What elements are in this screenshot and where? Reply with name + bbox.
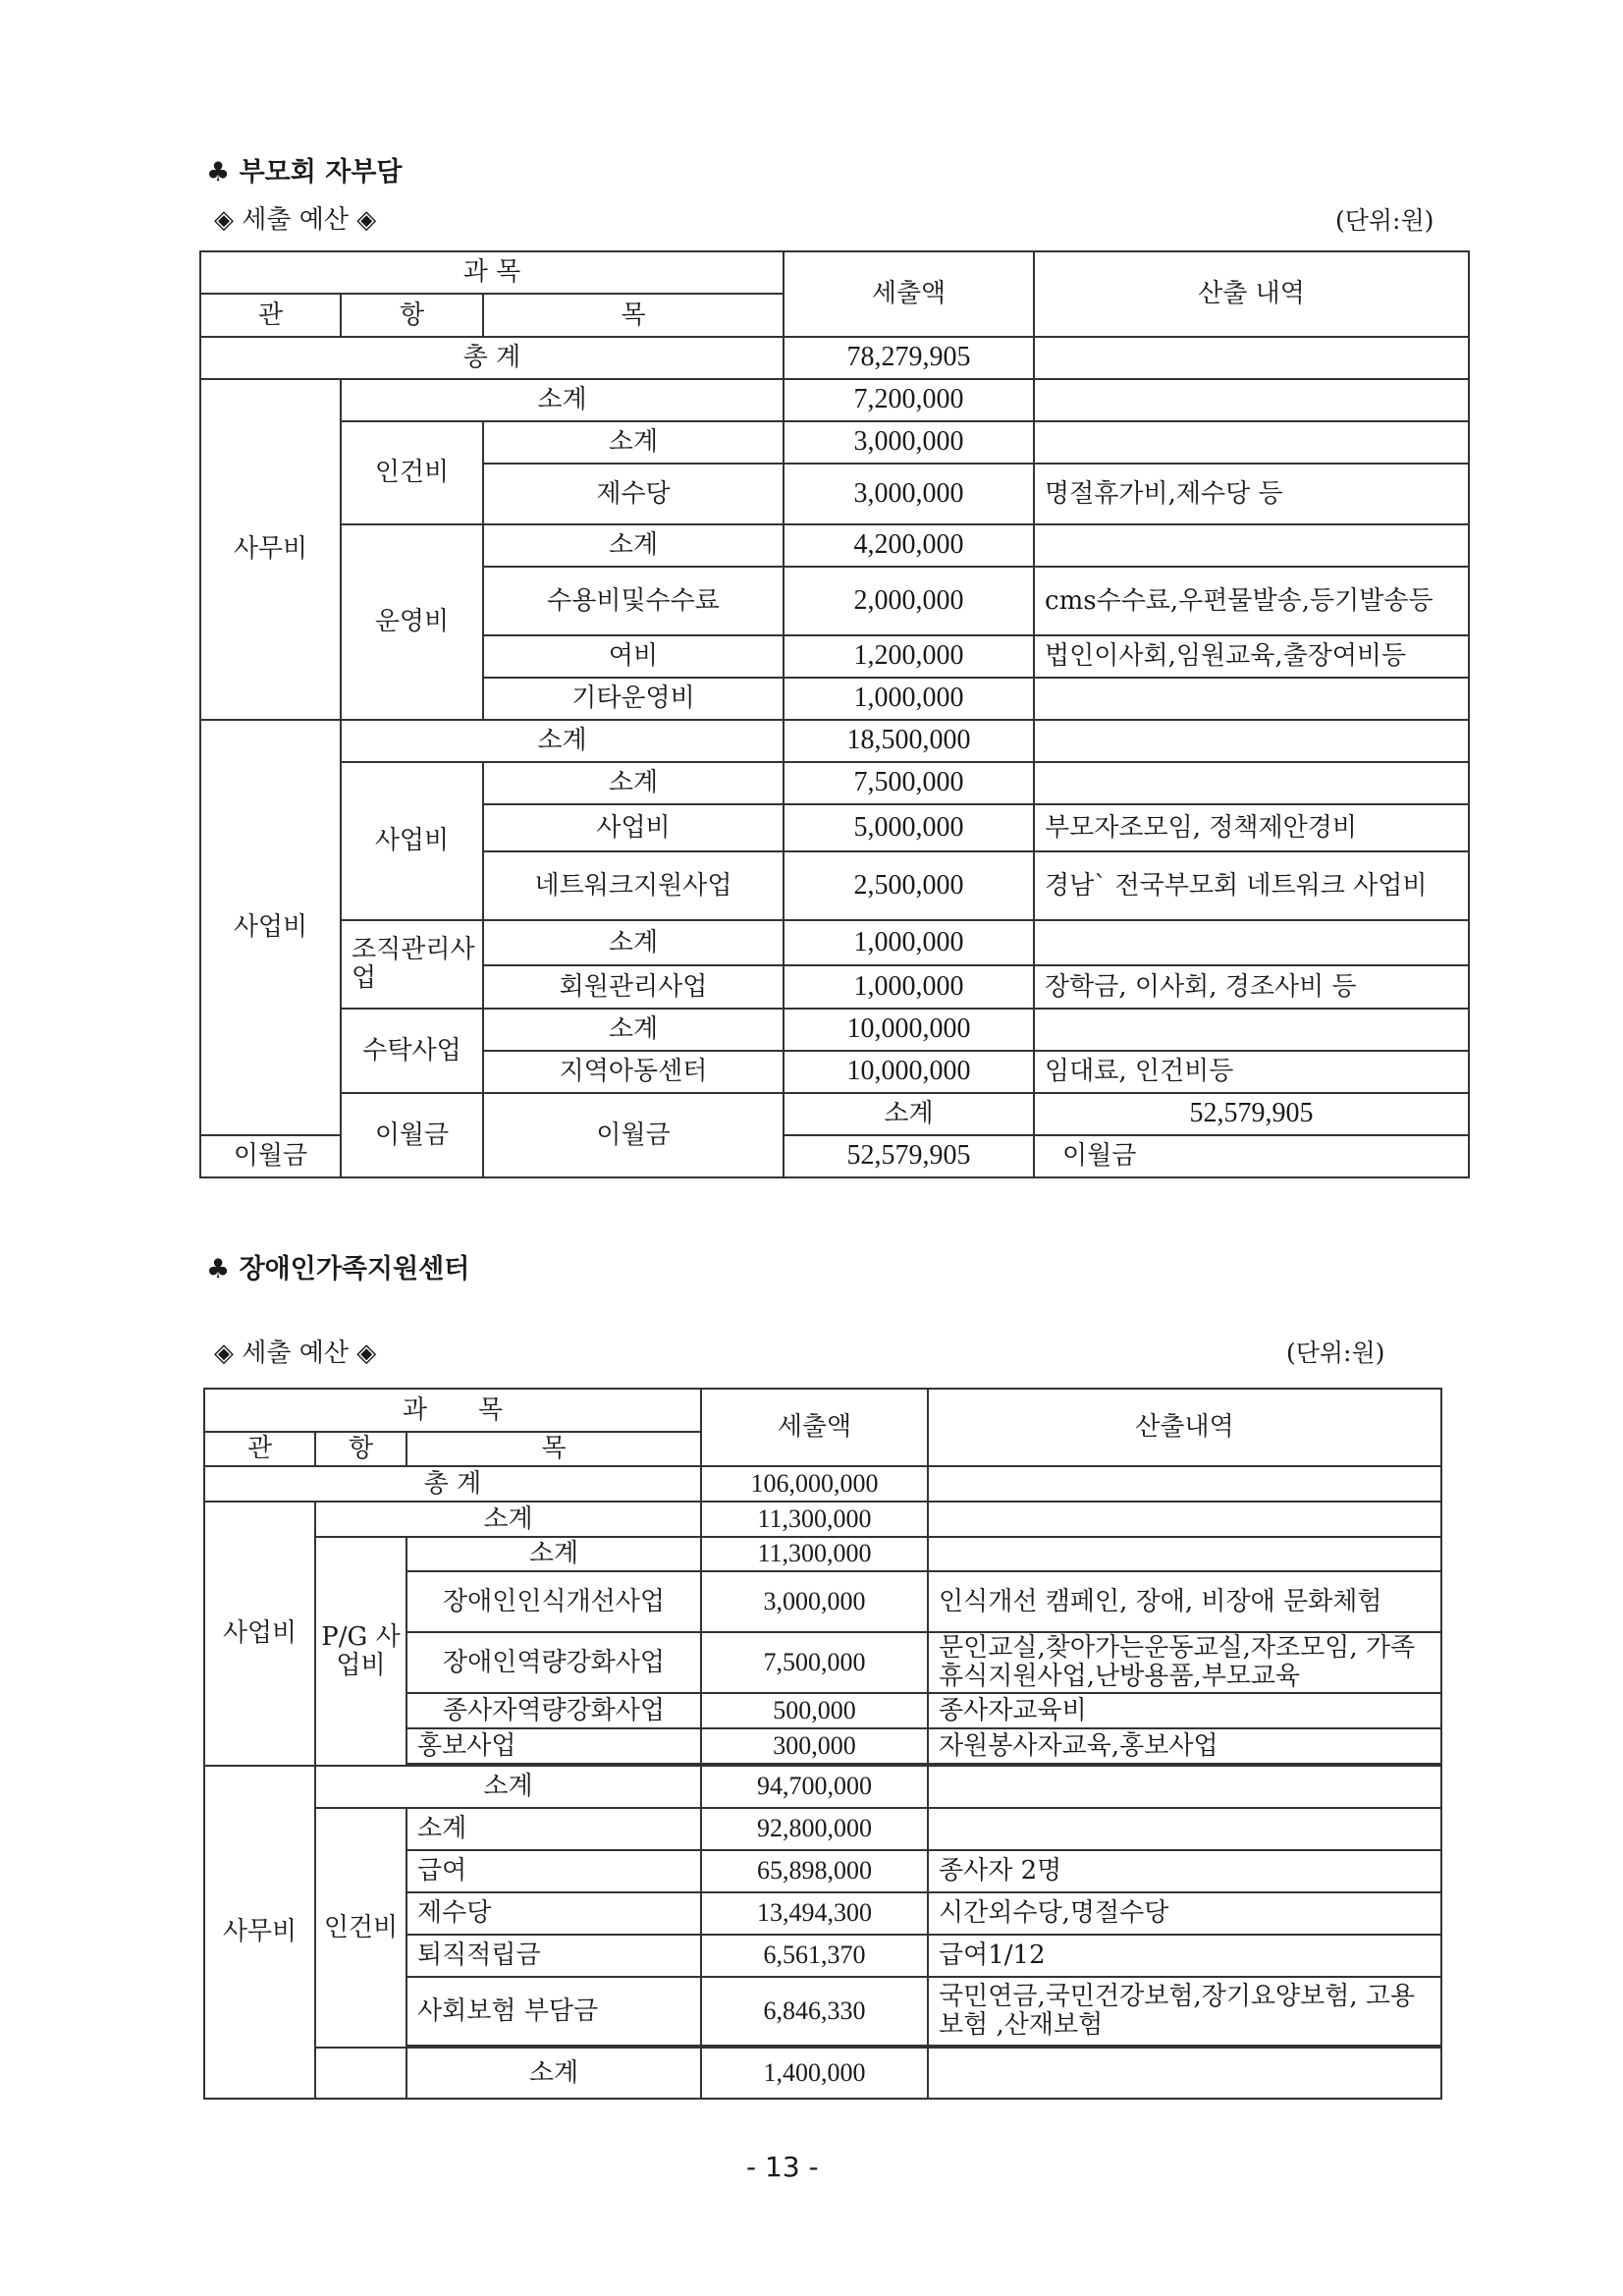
amount-cell: 7,500,000 (701, 1632, 928, 1693)
amount-cell: 7,500,000 (784, 762, 1034, 804)
mok-cell: 소계 (784, 1093, 1034, 1135)
amount-cell: 2,500,000 (784, 851, 1034, 920)
detail-cell: cms수수료,우편물발송,등기발송등 (1034, 567, 1469, 635)
detail-cell: 자원봉사자교육,홍보사업 (928, 1728, 1441, 1764)
amount-cell: 500,000 (701, 1693, 928, 1728)
mok-cell: 급여 (406, 1850, 701, 1892)
hang-cell: P/G 사업비 (315, 1537, 406, 1766)
amount-cell: 7,200,000 (784, 379, 1034, 421)
detail-cell: 급여1/12 (928, 1935, 1441, 1977)
table-row (200, 524, 1469, 567)
table-row (200, 920, 1469, 965)
subtotal-label: 소계 (315, 1766, 701, 1808)
gwan-cell: 사업비 (200, 720, 341, 1135)
section1-unit: (단위:원) (1335, 206, 1434, 235)
mok-cell: 소계 (483, 920, 784, 965)
table-row (200, 337, 1469, 379)
table-row (204, 1766, 1441, 1808)
header-gwamok: 과 목 (204, 1389, 701, 1432)
mok-cell: 소계 (406, 2048, 701, 2099)
table-row (204, 1808, 1441, 1850)
mok-cell: 제수당 (483, 464, 784, 524)
subtotal-label: 소계 (341, 379, 784, 421)
amount-cell: 3,000,000 (701, 1571, 928, 1632)
detail-cell: 종사자 2명 (928, 1850, 1441, 1892)
table-row (200, 1093, 1469, 1135)
amount-cell: 1,200,000 (784, 635, 1034, 678)
mok-cell: 기타운영비 (483, 678, 784, 720)
amount-cell: 1,000,000 (784, 678, 1034, 720)
subtotal-label: 소계 (315, 1502, 701, 1537)
detail-cell: 종사자교육비 (928, 1693, 1441, 1728)
amount-cell: 2,000,000 (784, 567, 1034, 635)
mok-cell: 종사자역량강화사업 (406, 1693, 701, 1728)
header-gwan: 관 (204, 1432, 315, 1466)
hang-cell: 운영비 (341, 524, 483, 720)
section1-subtitle: ◈ 세출 예산 ◈ (214, 205, 377, 235)
amount-cell: 1,400,000 (701, 2048, 928, 2099)
table-row (200, 1009, 1469, 1051)
amount-cell: 10,000,000 (784, 1051, 1034, 1093)
table-row (200, 379, 1469, 421)
total-label: 총 계 (204, 1466, 701, 1502)
amount-cell: 18,500,000 (784, 720, 1034, 762)
header-gwamok: 과 목 (200, 251, 784, 294)
mok-cell: 소계 (483, 421, 784, 464)
section2-subtitle: ◈ 세출 예산 ◈ (214, 1339, 377, 1368)
gwan-cell: 이월금 (341, 1093, 483, 1177)
amount-cell: 52,579,905 (784, 1135, 1034, 1177)
amount-cell: 11,300,000 (701, 1502, 928, 1537)
mok-cell: 수용비및수수료 (483, 567, 784, 635)
detail-cell: 인식개선 캠페인, 장애, 비장애 문화체험 (928, 1571, 1441, 1632)
detail-cell: 경남` 전국부모회 네트워크 사업비 (1034, 851, 1469, 920)
amount-cell: 1,000,000 (784, 965, 1034, 1009)
amount-cell: 11,300,000 (701, 1537, 928, 1571)
detail-cell: 장학금, 이사회, 경조사비 등 (1034, 965, 1469, 1009)
budget-table-1 (199, 250, 1470, 1178)
amount-cell: 6,561,370 (701, 1935, 928, 1977)
total-label: 총 계 (200, 337, 784, 379)
amount-cell: 5,000,000 (784, 804, 1034, 851)
mok-cell: 여비 (483, 635, 784, 678)
header-gwan: 관 (200, 294, 341, 337)
header-mok: 목 (406, 1432, 701, 1466)
table-row (204, 1502, 1441, 1537)
amount-cell: 4,200,000 (784, 524, 1034, 567)
mok-cell: 소계 (483, 524, 784, 567)
amount-cell: 13,494,300 (701, 1892, 928, 1935)
section2-unit: (단위:원) (1286, 1339, 1385, 1367)
header-hang: 항 (341, 294, 483, 337)
page-number: - 13 - (746, 2151, 819, 2183)
header-mok: 목 (483, 294, 784, 337)
hang-cell: 인건비 (341, 421, 483, 524)
mok-cell: 제수당 (406, 1892, 701, 1935)
amount-cell: 1,000,000 (784, 920, 1034, 965)
amount-cell: 94,700,000 (701, 1766, 928, 1808)
mok-cell: 이월금 (200, 1135, 341, 1177)
gwan-cell: 사무비 (200, 379, 341, 720)
hang-cell: 사업비 (341, 762, 483, 920)
gwan-cell: 사무비 (204, 1766, 315, 2099)
section2-title: ♣ 장애인가족지원센터 (206, 1254, 470, 1285)
amount-cell: 52,579,905 (1034, 1093, 1469, 1135)
header-detail: 산출내역 (928, 1389, 1441, 1466)
mok-cell: 회원관리사업 (483, 965, 784, 1009)
subtotal-label: 소계 (341, 720, 784, 762)
mok-cell: 퇴직적립금 (406, 1935, 701, 1977)
detail-cell: 부모자조모임, 정책제안경비 (1034, 804, 1469, 851)
table-row (204, 1466, 1441, 1502)
mok-cell: 사업비 (483, 804, 784, 851)
amount-cell: 300,000 (701, 1728, 928, 1764)
table-row (200, 720, 1469, 762)
detail-cell: 국민연금,국민건강보험,장기요양보험, 고용보험 ,산재보험 (928, 1977, 1441, 2046)
amount-cell: 3,000,000 (784, 421, 1034, 464)
detail-cell: 시간외수당,명절수당 (928, 1892, 1441, 1935)
gwan-cell: 사업비 (204, 1502, 315, 1766)
detail-cell: 임대료, 인건비등 (1034, 1051, 1469, 1093)
mok-cell: 소계 (406, 1537, 701, 1571)
header-hang: 항 (315, 1432, 406, 1466)
table-row (204, 1537, 1441, 1571)
table-row (200, 421, 1469, 464)
mok-cell: 소계 (406, 1808, 701, 1850)
detail-cell: 명절휴가비,제수당 등 (1034, 464, 1469, 524)
mok-cell: 소계 (483, 1009, 784, 1051)
hang-cell: 수탁사업 (341, 1009, 483, 1093)
amount-cell: 65,898,000 (701, 1850, 928, 1892)
table-row (204, 2048, 1441, 2099)
section1-title: ♣ 부모회 자부담 (206, 157, 403, 188)
mok-cell: 홍보사업 (406, 1728, 701, 1764)
table-row (200, 762, 1469, 804)
header-amount: 세출액 (784, 251, 1034, 337)
mok-cell: 장애인역량강화사업 (406, 1632, 701, 1693)
amount-cell: 6,846,330 (701, 1977, 928, 2046)
amount-cell: 10,000,000 (784, 1009, 1034, 1051)
hang-cell: 이월금 (483, 1093, 784, 1177)
amount-cell: 3,000,000 (784, 464, 1034, 524)
detail-cell: 문인교실,찾아가는운동교실,자조모임, 가족휴식지원사업,난방용품,부모교육 (928, 1632, 1441, 1693)
total-amount: 106,000,000 (701, 1466, 928, 1502)
amount-cell: 92,800,000 (701, 1808, 928, 1850)
mok-cell: 네트워크지원사업 (483, 851, 784, 920)
header-amount: 세출액 (701, 1389, 928, 1466)
mok-cell: 장애인인식개선사업 (406, 1571, 701, 1632)
hang-cell: 조직관리사업 (341, 920, 483, 1009)
mok-cell: 소계 (483, 762, 784, 804)
hang-cell: 인건비 (315, 1808, 406, 2048)
total-amount: 78,279,905 (784, 337, 1034, 379)
budget-table-2 (203, 1388, 1441, 2100)
detail-cell: 이월금 (1034, 1135, 1469, 1177)
mok-cell: 사회보험 부담금 (406, 1977, 701, 2046)
detail-cell: 법인이사회,임원교육,출장여비등 (1034, 635, 1469, 678)
mok-cell: 지역아동센터 (483, 1051, 784, 1093)
header-detail: 산출 내역 (1034, 251, 1469, 337)
